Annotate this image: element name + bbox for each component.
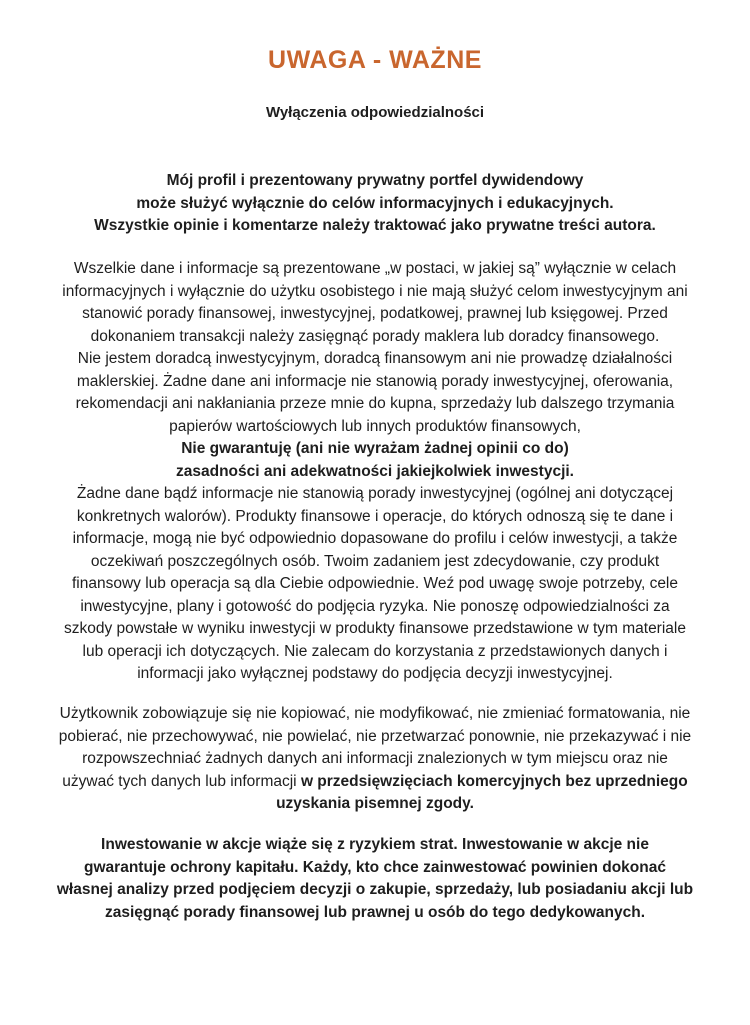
paragraph-line: pobierać, nie przechowywać, nie powielać, nie przetwarzać ponownie, nie przekazywać i nie [58, 727, 692, 745]
paragraph-line: informacyjnych i wyłącznie do użytku osobistego i nie mają służyć celom inwestycyjnym ani [62, 282, 688, 300]
paragraph-line: rozpowszechniać żadnych danych ani informacji znalezionych w tym miejscu oraz nie [82, 750, 668, 767]
paragraph-line: Inwestowanie w akcje wiąże się z ryzykiem strat. Inwestowanie w akcje nie [101, 836, 649, 853]
paragraph-line: finansowy lub operacja są dla Ciebie odpowiednie. Weź pod uwagę swoje potrzeby, cele [71, 575, 678, 592]
page-title: UWAGA - WAŻNE [268, 46, 482, 74]
paragraph-line: informacje, mogą nie być odpowiednio dopasowane do profilu i celów inwestycji, a także [72, 530, 678, 547]
paragraph-line: stanowić porady finansowej, inwestycyjnej, podatkowej, prawnej lub księgowej. Przed [82, 305, 668, 322]
paragraph-line: papierów wartościowych lub innych produktów finansowych, [169, 417, 581, 435]
paragraph-line: zasięgnąć porady finansowej lub prawnej u osób do tego dedykowanych. [104, 903, 645, 921]
paragraph-line: rekomendacji ani nakłaniania przeze mnie do kupna, sprzedaży lub dalszego trzymania [75, 395, 675, 412]
disclaimer-paragraph-1 [16, 258, 734, 686]
paragraph-line: informacji jako wyłącznej podstawy do podjęcia decyzji inwestycyjnej. [137, 665, 613, 682]
intro-paragraph [16, 170, 734, 238]
paragraph-line: dokonaniem transakcji należy zasięgnąć porady maklera lub doradcy finansowego. [90, 327, 660, 345]
paragraph-line: Wszelkie dane i informacje są prezentowane „w postaci, w jakiej są” wyłącznie w celach [73, 260, 677, 277]
paragraph-line: oczekiwań poszczególnych osób. Twoim zadaniem jest zdecydowanie, czy produkt [90, 552, 660, 570]
paragraph-line: konkretnych walorów). Produkty finansowe i operacje, do których odnoszą się te dane i [76, 507, 674, 525]
paragraph-line: lub operacji ich dotyczących. Nie zalecam do korzystania z przedstawionych danych i [82, 642, 668, 660]
page-subtitle: Wyłączenia odpowiedzialności [265, 104, 485, 121]
paragraph-line: inwestycyjne, plany i gotowość do podjęcia ryzyka. Nie ponoszę odpowiedzialności za [80, 597, 670, 615]
disclaimer-paragraph-2 [16, 703, 734, 816]
intro-line: Mój profil i prezentowany prywatny portfel dywidendowy [166, 172, 584, 189]
paragraph-line: gwarantuje ochrony kapitału. Każdy, kto chce zainwestować powinien dokonać [84, 858, 666, 876]
mixed-line-bold: w przedsięwzięciach komercyjnych bez uprzedniego [300, 772, 688, 790]
paragraph-line: własnej analizy przed podjęciem decyzji o zakupie, sprzedaży, lub posiadaniu akcji lub [56, 881, 694, 898]
emphasis-line: zasadności ani adekwatności jakiejkolwiek inwestycji. [175, 462, 574, 480]
mixed-line [16, 771, 734, 794]
paragraph-line: maklerskiej. Żadne dane ani informacje nie stanowią porady inwestycyjnej, oferowania, [76, 372, 674, 390]
intro-line: Wszystkie opinie i komentarze należy traktować jako prywatne treści autora. [94, 217, 656, 234]
paragraph-line: Nie jestem doradcą inwestycyjnym, doradcą finansowym ani nie prowadzę działalności [77, 350, 673, 367]
disclaimer-paragraph-3 [16, 834, 734, 924]
emphasis-line: uzyskania pisemnej zgody. [276, 795, 474, 812]
emphasis-line: Nie gwarantuję (ani nie wyrażam żadnej opinii co do) [181, 440, 569, 457]
paragraph-line: szkody powstałe w wyniku inwestycji w produkty finansowe przedstawione w tym materiale [64, 620, 686, 637]
paragraph-line: Żadne dane bądź informacje nie stanowią porady inwestycyjnej (ogólnej ani dotyczącej [76, 485, 674, 502]
paragraph-line: Użytkownik zobowiązuje się nie kopiować, nie modyfikować, nie zmieniać formatowania, nie [59, 705, 691, 722]
mixed-line-normal: używać tych danych lub informacji [62, 772, 301, 790]
intro-line: może służyć wyłącznie do celów informacyjnych i edukacyjnych. [136, 194, 614, 212]
